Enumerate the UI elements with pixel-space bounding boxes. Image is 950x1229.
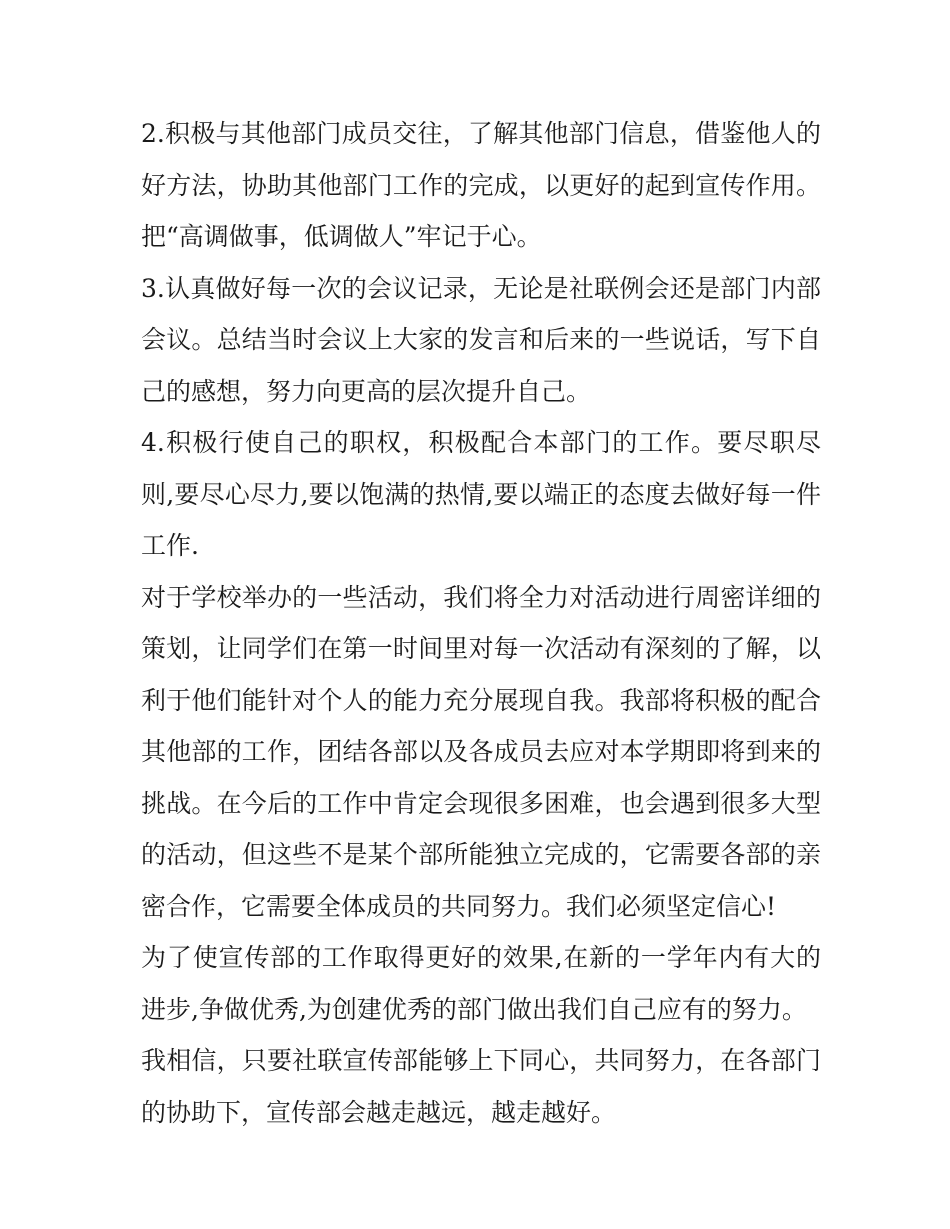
paragraph-closing: 我相信，只要社联宣传部能够上下同心，共同努力，在各部门的协助下，宣传部会越走越远，越走越好。	[141, 1046, 821, 1127]
paragraph-school-activities: 对于学校举办的一些活动，我们将全力对活动进行周密详细的策划，让同学们在第一时间里对每一次活动有深刻的了解，以利于他们能针对个人的能力充分展现自我。我部将积极的配合其他部的工作，团结各部以及各成员去应对本学期即将到来的挑战。在今后的工作中肯定会现很多困难，也会遇到很多大型的活动，但这些不是某个部所能独立完成的，它需要各部的亲密合作，它需要全体成员的共同努力。我们必须坚定信心!	[141, 582, 821, 921]
paragraph-item-2: 2.积极与其他部门成员交往，了解其他部门信息，借鉴他人的好方法，协助其他部门工作的完成，以更好的起到宣传作用。把“高调做事，低调做人”牢记于心。	[141, 119, 821, 251]
paragraph-item-4: 4.积极行使自己的职权，积极配合本部门的工作。要尽职尽则,要尽心尽力,要以饱满的热情,要以端正的态度去做好每一件工作.	[141, 428, 821, 560]
paragraph-goals: 为了使宣传部的工作取得更好的效果,在新的一学年内有大的进步,争做优秀,为创建优秀的部门做出我们自己应有的努力。	[141, 943, 821, 1024]
paragraph-item-3: 3.认真做好每一次的会议记录，无论是社联例会还是部门内部会议。总结当时会议上大家的发言和后来的一些说话，写下自己的感想，努力向更高的层次提升自己。	[141, 273, 821, 406]
document-body	[141, 108, 821, 1138]
